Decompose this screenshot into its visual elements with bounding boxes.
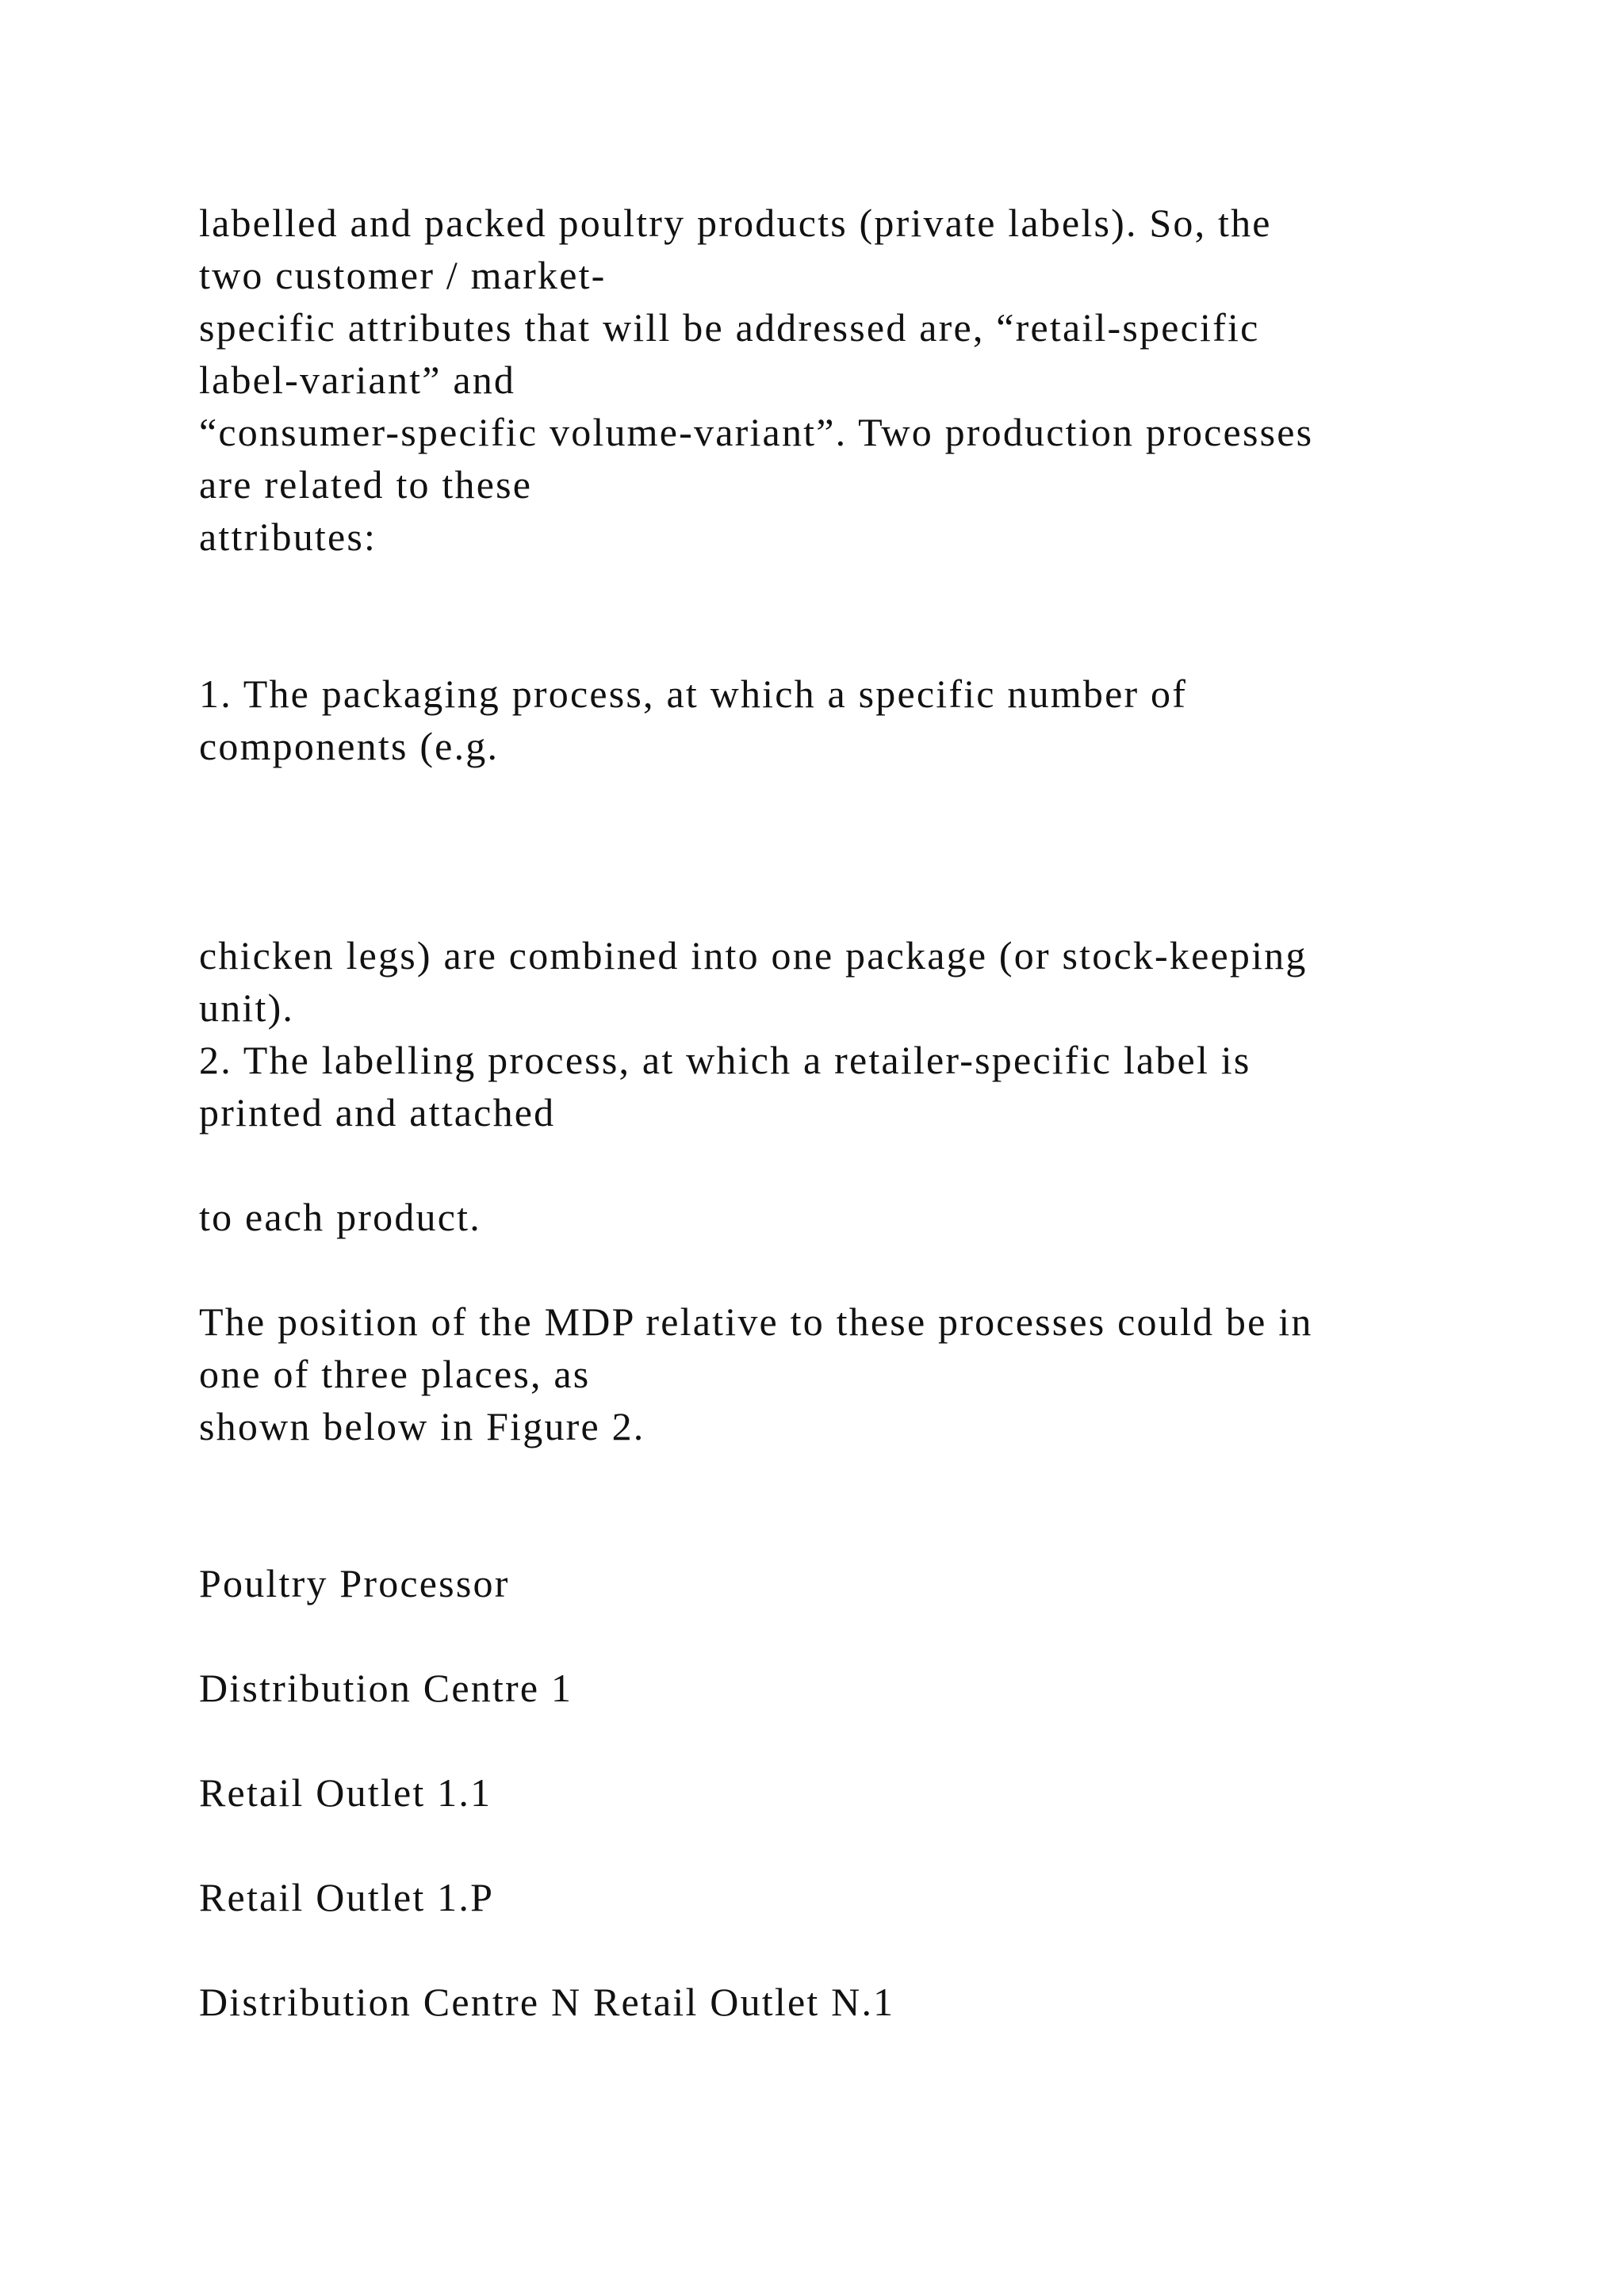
figure-label-retail-outlet-1-p: Retail Outlet 1.P — [199, 1875, 495, 1919]
text-line: specific attributes that will be addressed are, “retail-specific — [199, 305, 1260, 350]
text-line: to each product. — [199, 1195, 481, 1239]
text-line: 2. The labelling process, at which a retailer-specific label is — [199, 1038, 1251, 1082]
text-line: labelled and packed poultry products (private labels). So, the — [199, 201, 1272, 245]
text-line: shown below in Figure 2. — [199, 1404, 645, 1448]
figure-label-distribution-centre-n: Distribution Centre N Retail Outlet N.1 — [199, 1980, 895, 2024]
figure-label-retail-outlet-1-1: Retail Outlet 1.1 — [199, 1770, 492, 1815]
text-line: label-variant” and — [199, 358, 516, 402]
text-line: 1. The packaging process, at which a specific number of — [199, 672, 1188, 716]
text-line: “consumer-specific volume-variant”. Two production processes — [199, 410, 1314, 454]
text-line: chicken legs) are combined into one package (or stock-keeping — [199, 933, 1308, 978]
text-line: are related to these — [199, 462, 533, 507]
text-line: two customer / market- — [199, 253, 607, 297]
text-line: The position of the MDP relative to these processes could be in — [199, 1299, 1313, 1344]
text-line: components (e.g. — [199, 724, 500, 768]
figure-label-poultry-processor: Poultry Processor — [199, 1561, 510, 1605]
figure-label-distribution-centre-1: Distribution Centre 1 — [199, 1666, 573, 1710]
text-line: attributes: — [199, 515, 377, 559]
text-line: unit). — [199, 985, 295, 1030]
text-line: printed and attached — [199, 1090, 556, 1135]
text-line: one of three places, as — [199, 1352, 591, 1396]
